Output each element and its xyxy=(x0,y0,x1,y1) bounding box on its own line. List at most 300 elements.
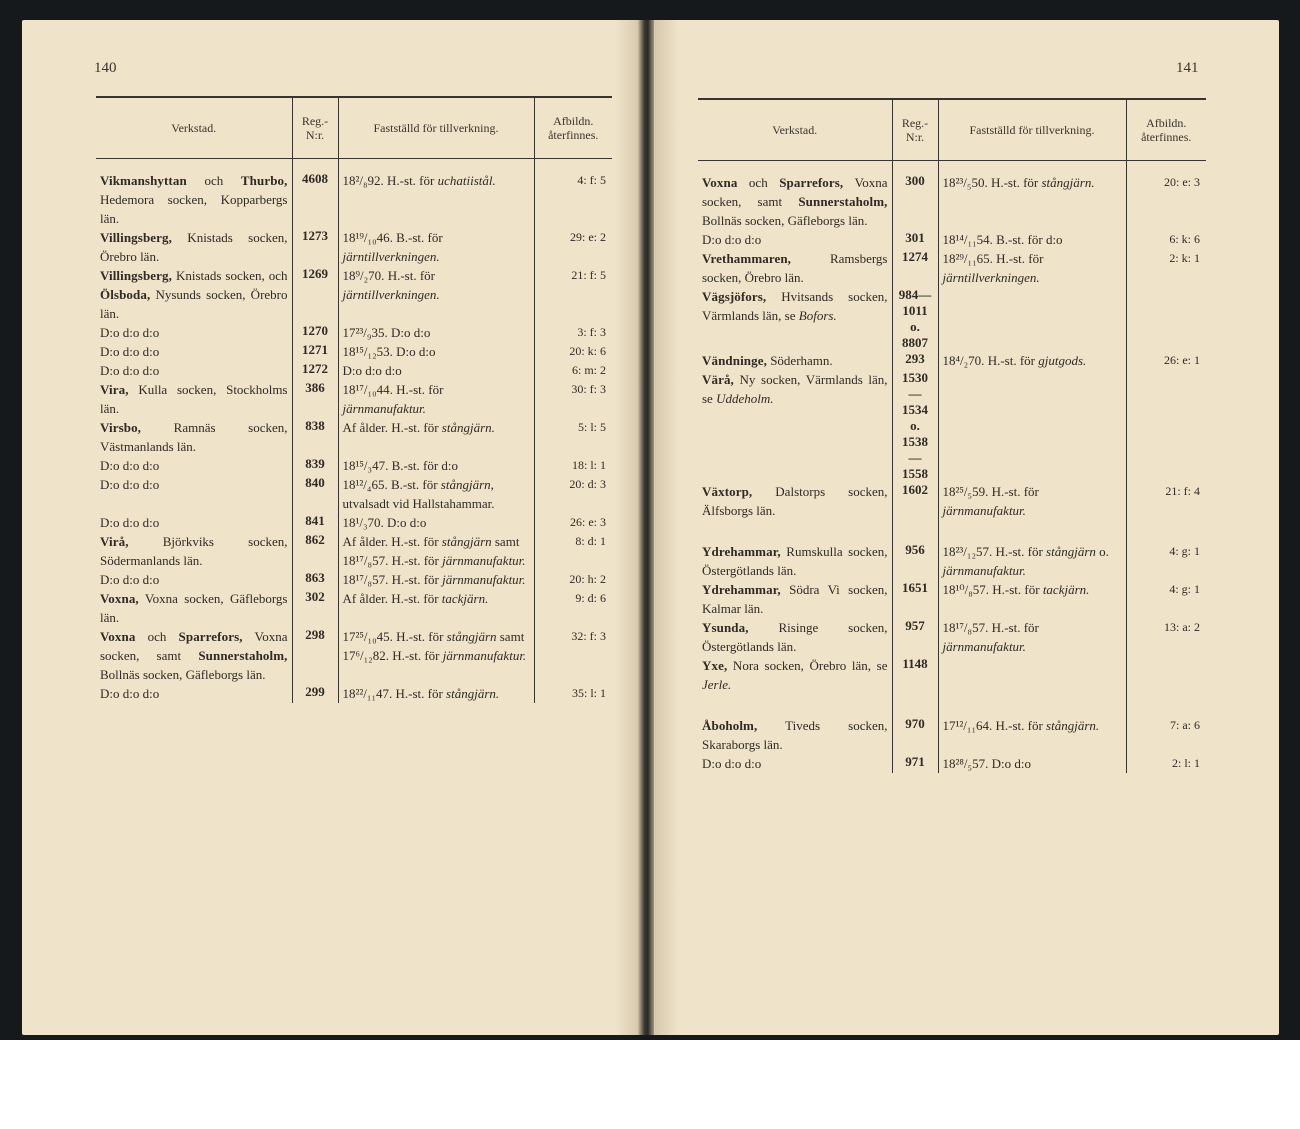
verkstad-cell xyxy=(698,716,892,754)
date-text: 18²/₈92. xyxy=(342,173,384,188)
faststalld-text: H.-st. för xyxy=(392,382,444,397)
faststalld-text: H.-st. för xyxy=(992,544,1047,559)
table-row xyxy=(698,370,1206,482)
afbildn-cell: 4: g: 1 xyxy=(1126,542,1206,580)
faststalld-text: H.-st. för xyxy=(388,553,443,568)
reg-number-cell: 302 xyxy=(292,589,338,627)
product-text: järntillverkningen. xyxy=(342,287,440,302)
reg-number-cell: 1148 xyxy=(892,656,938,694)
faststalld-text: H.-st. för xyxy=(988,484,1039,499)
date-text: 18¹⁷/₈57. xyxy=(342,572,389,587)
faststalld-text: D:o d:o d:o xyxy=(342,363,402,378)
reg-number-cell: 971 xyxy=(892,754,938,773)
date-text: 18²³/₁₂57. xyxy=(942,544,993,559)
faststalld-cell xyxy=(938,754,1126,773)
date-text: 18¹²/₄65. xyxy=(342,477,388,492)
verkstad-cell xyxy=(698,754,892,773)
faststalld-cell xyxy=(338,380,534,418)
reg-number-cell: 4608 xyxy=(292,159,338,229)
product-text: järnmanufaktur. xyxy=(442,553,526,568)
faststalld-text: Af ålder. H.-st. för xyxy=(342,420,442,435)
place-name-bold: Thurbo, xyxy=(240,173,288,188)
faststalld-text: H.-st. för xyxy=(987,175,1042,190)
date-text: 18¹⁹/₁₀46. xyxy=(342,230,393,245)
verkstad-cell xyxy=(96,456,292,475)
verkstad-cell xyxy=(698,542,892,580)
product-text: tackjärn. xyxy=(441,591,489,606)
table-row xyxy=(698,230,1206,249)
faststalld-cell xyxy=(338,159,534,229)
verkstad-cell xyxy=(698,370,892,482)
place-text: och xyxy=(186,173,241,188)
afbildn-cell: 20: h: 2 xyxy=(534,570,612,589)
afbildn-cell: 35: l: 1 xyxy=(534,684,612,703)
header-reg: Reg.-N:r. xyxy=(892,99,938,161)
faststalld-text: Af ålder. H.-st. för xyxy=(342,591,442,606)
afbildn-cell: 29: e: 2 xyxy=(534,228,612,266)
reg-number-cell: 957 xyxy=(892,618,938,656)
reg-number-cell: 970 xyxy=(892,716,938,754)
place-text: Dalstorps socken, Älfsborgs län. xyxy=(702,484,888,518)
header-faststalld: Fastställd för tillverkning. xyxy=(938,99,1126,161)
faststalld-cell xyxy=(338,684,534,703)
place-text: Voxna socken, samt xyxy=(702,175,888,209)
place-reference: Uddeholm. xyxy=(716,391,774,406)
faststalld-cell xyxy=(938,287,1126,351)
place-text: Knistads socken, Örebro län. xyxy=(100,230,288,264)
faststalld-text: H.-st. för xyxy=(989,582,1043,597)
faststalld-cell xyxy=(938,230,1126,249)
product-text: stångjärn xyxy=(1046,544,1096,559)
afbildn-cell: 2: k: 1 xyxy=(1126,249,1206,287)
verkstad-cell xyxy=(96,361,292,380)
reg-number-cell: 301 xyxy=(892,230,938,249)
place-text: Nysunds socken, Örebro län. xyxy=(100,287,288,321)
table-row xyxy=(698,754,1206,773)
product-text: järnmanufaktur. xyxy=(342,401,426,416)
afbildn-cell: 6: m: 2 xyxy=(534,361,612,380)
date-text: 18¹⁷/₈57. xyxy=(942,620,989,635)
verkstad-cell xyxy=(96,380,292,418)
header-verkstad: Verkstad. xyxy=(698,99,892,161)
table-row xyxy=(96,266,612,323)
faststalld-cell xyxy=(938,542,1126,580)
place-name-bold: Åboholm, xyxy=(702,718,758,733)
date-text: 17²³/₉35. xyxy=(342,325,388,340)
faststalld-cell xyxy=(938,580,1126,618)
reg-number-cell: 293 xyxy=(892,351,938,370)
verkstad-cell xyxy=(698,351,892,370)
afbildn-cell: 3: f: 3 xyxy=(534,323,612,342)
date-text: 18⁹/₂70. xyxy=(342,268,385,283)
place-name-bold: Ydrehammar, xyxy=(702,544,781,559)
afbildn-cell: 8: d: 1 xyxy=(534,532,612,570)
faststalld-cell xyxy=(938,618,1126,656)
faststalld-text: B.-st. för xyxy=(392,230,443,245)
place-text: Ramsbergs socken, Örebro län. xyxy=(702,251,888,285)
table-row xyxy=(698,482,1206,520)
faststalld-cell xyxy=(338,228,534,266)
product-text: gjutgods. xyxy=(1038,353,1087,368)
place-text: och xyxy=(135,629,179,644)
afbildn-cell xyxy=(1126,656,1206,694)
place-text: Söderhamn. xyxy=(766,353,833,368)
place-text: D:o d:o d:o xyxy=(100,325,160,340)
table-row xyxy=(96,323,612,342)
date-text: 18¹⁷/₁₀44. xyxy=(342,382,393,397)
place-text: D:o d:o d:o xyxy=(100,515,160,530)
afbildn-cell: 21: f: 5 xyxy=(534,266,612,323)
faststalld-text: samt xyxy=(491,534,520,549)
date-text: 18¹⁷/₈57. xyxy=(342,553,389,568)
faststalld-text: H.-st. för xyxy=(988,620,1039,635)
place-name-bold: Voxna, xyxy=(100,591,139,606)
reg-number-cell: 1651 xyxy=(892,580,938,618)
place-text: Ramnäs socken, Västmanlands län. xyxy=(100,420,288,454)
reg-number-cell: 841 xyxy=(292,513,338,532)
header-faststalld: Fastställd för tillverkning. xyxy=(338,97,534,159)
table-row xyxy=(96,475,612,513)
table-row xyxy=(698,287,1206,351)
place-name-bold: Växtorp, xyxy=(702,484,753,499)
verkstad-cell xyxy=(96,323,292,342)
reg-number-cell: 1269 xyxy=(292,266,338,323)
page-number: 140 xyxy=(94,60,117,76)
table-row xyxy=(96,627,612,684)
faststalld-cell xyxy=(938,351,1126,370)
product-text: järnmanufaktur. xyxy=(442,648,527,663)
faststalld-text: D:o d:o xyxy=(988,756,1031,771)
afbildn-cell xyxy=(1126,287,1206,351)
afbildn-cell: 26: e: 1 xyxy=(1126,351,1206,370)
product-text: uchatiistål. xyxy=(437,173,496,188)
afbildn-cell: 20: e: 3 xyxy=(1126,161,1206,231)
afbildn-cell: 6: k: 6 xyxy=(1126,230,1206,249)
place-name-bold: Värå, xyxy=(702,372,734,387)
place-name-bold: Vrethammaren, xyxy=(702,251,792,266)
table-row xyxy=(96,418,612,456)
date-text: 18²⁹/₁₁65. xyxy=(942,251,993,266)
faststalld-text: B.-st. för d:o xyxy=(992,232,1063,247)
page-number: 141 xyxy=(1176,60,1199,76)
afbildn-cell: 18: l: 1 xyxy=(534,456,612,475)
date-text: 18⁴/₂70. xyxy=(942,353,985,368)
table-row xyxy=(96,361,612,380)
place-text: Nora socken, Örebro län, se xyxy=(727,658,888,673)
afbildn-cell: 13: a: 2 xyxy=(1126,618,1206,656)
table-row xyxy=(698,249,1206,287)
table-row xyxy=(698,716,1206,754)
table-row xyxy=(698,656,1206,694)
date-text: 17¹²/₁₁64. xyxy=(942,718,993,733)
reg-number-cell: 1602 xyxy=(892,482,938,520)
afbildn-cell: 4: g: 1 xyxy=(1126,580,1206,618)
faststalld-cell xyxy=(938,249,1126,287)
verkstad-cell xyxy=(96,627,292,684)
table-row xyxy=(96,684,612,703)
row-spacer xyxy=(698,694,1206,716)
place-name-bold: Virsbo, xyxy=(100,420,142,435)
product-text: järnmanufaktur. xyxy=(942,563,1026,578)
table-row xyxy=(698,618,1206,656)
place-text: D:o d:o d:o xyxy=(100,458,160,473)
place-name-bold: Ydrehammar, xyxy=(702,582,781,597)
verkstad-cell xyxy=(698,287,892,351)
date-text: 18¹/₃70. xyxy=(342,515,384,530)
table-row xyxy=(96,532,612,570)
reg-number-cell: 300 xyxy=(892,161,938,231)
verkstad-cell xyxy=(96,418,292,456)
faststalld-text: B.-st. för xyxy=(387,477,441,492)
faststalld-text: H.-st. för xyxy=(384,268,435,283)
faststalld-text: H.-st. för xyxy=(992,718,1047,733)
reg-number-cell: 1530— 1534 o. 1538— 1558 xyxy=(892,370,938,482)
place-text: D:o d:o d:o xyxy=(702,756,762,771)
date-text: 18¹⁵/₁₂53. xyxy=(342,344,393,359)
afbildn-cell: 2: l: 1 xyxy=(1126,754,1206,773)
faststalld-text: H.-st. för xyxy=(388,648,443,663)
date-text: 18²³/₅50. xyxy=(942,175,988,190)
verkstad-cell xyxy=(96,570,292,589)
table-row xyxy=(96,228,612,266)
place-text: Rumskulla socken, Östergötlands län. xyxy=(702,544,888,578)
verkstad-cell xyxy=(96,342,292,361)
afbildn-cell: 26: e: 3 xyxy=(534,513,612,532)
place-text: D:o d:o d:o xyxy=(702,232,762,247)
faststalld-cell xyxy=(338,342,534,361)
faststalld-text: H.-st. för xyxy=(392,629,447,644)
verkstad-cell xyxy=(698,161,892,231)
place-name-bold: Vägsjöfors, xyxy=(702,289,767,304)
place-text: Knistads socken, och xyxy=(171,268,288,283)
date-text: 17²⁵/₁₀45. xyxy=(342,629,393,644)
table-row xyxy=(96,570,612,589)
afbildn-cell: 7: a: 6 xyxy=(1126,716,1206,754)
date-text: 17⁶/₁₂82. xyxy=(342,648,389,663)
reg-number-cell: 984— 1011 o. 8807 xyxy=(892,287,938,351)
reg-number-cell: 299 xyxy=(292,684,338,703)
product-text: stångjärn xyxy=(441,534,492,549)
verkstad-cell xyxy=(698,249,892,287)
faststalld-cell xyxy=(338,475,534,513)
date-text: 18¹⁵/₃47. xyxy=(342,458,389,473)
place-text: D:o d:o d:o xyxy=(100,344,160,359)
row-spacer xyxy=(698,520,1206,542)
right-register-table xyxy=(698,98,1206,773)
verkstad-cell xyxy=(96,513,292,532)
place-text: Voxna socken, samt xyxy=(100,629,288,663)
left-register-table xyxy=(96,96,612,703)
verkstad-cell xyxy=(96,228,292,266)
place-name-bold: Voxna xyxy=(100,629,136,644)
date-text: 18¹⁰/₈57. xyxy=(942,582,990,597)
verkstad-cell xyxy=(96,266,292,323)
faststalld-cell xyxy=(938,370,1126,482)
place-name-bold: Vändninge, xyxy=(702,353,767,368)
place-text: D:o d:o d:o xyxy=(100,572,160,587)
afbildn-cell: 20: d: 3 xyxy=(534,475,612,513)
place-text: Risinge socken, Östergötlands län. xyxy=(702,620,888,654)
table-row xyxy=(698,351,1206,370)
table-row xyxy=(96,456,612,475)
faststalld-text: o. xyxy=(1095,544,1109,559)
table-row xyxy=(698,161,1206,231)
faststalld-text: H.-st. för xyxy=(984,353,1039,368)
faststalld-text: H.-st. för xyxy=(388,572,443,587)
place-name-bold: Voxna xyxy=(702,175,738,190)
faststalld-cell xyxy=(338,266,534,323)
product-text: järnmanufaktur. xyxy=(942,639,1026,654)
faststalld-cell xyxy=(338,627,534,684)
place-text: Hedemora socken, Kopparbergs län. xyxy=(100,192,288,226)
faststalld-cell xyxy=(938,716,1126,754)
verkstad-cell xyxy=(96,475,292,513)
afbildn-cell: 21: f: 4 xyxy=(1126,482,1206,520)
faststalld-text: D:o d:o xyxy=(387,325,431,340)
faststalld-text: H.-st. för xyxy=(992,251,1044,266)
afbildn-cell: 4: f: 5 xyxy=(534,159,612,229)
header-reg: Reg.-N:r. xyxy=(292,97,338,159)
date-text: 18²²/₁₁47. xyxy=(342,686,393,701)
product-text: stångjärn. xyxy=(441,420,495,435)
reg-number-cell: 840 xyxy=(292,475,338,513)
date-text: 18²⁵/₅59. xyxy=(942,484,989,499)
verkstad-cell xyxy=(96,159,292,229)
place-name-bold: Vira, xyxy=(100,382,129,397)
header-afbildn: Afbildn. återfinnes. xyxy=(1126,99,1206,161)
date-text: 18²⁸/₅57. xyxy=(942,756,989,771)
verkstad-cell xyxy=(96,589,292,627)
faststalld-cell xyxy=(338,532,534,570)
faststalld-text: B.-st. för d:o xyxy=(388,458,459,473)
header-afbildn: Afbildn. återfinnes. xyxy=(534,97,612,159)
place-text: Tiveds socken, Skaraborgs län. xyxy=(702,718,888,752)
verkstad-cell xyxy=(96,532,292,570)
place-name-bold: Sparrefors, xyxy=(779,175,844,190)
afbildn-cell: 20: k: 6 xyxy=(534,342,612,361)
product-text: stångjärn, xyxy=(440,477,494,492)
place-text: D:o d:o d:o xyxy=(100,477,160,492)
faststalld-text: utvalsadt vid Hallstahammar. xyxy=(342,496,495,511)
product-text: stångjärn. xyxy=(1041,175,1095,190)
faststalld-cell xyxy=(938,656,1126,694)
reg-number-cell: 298 xyxy=(292,627,338,684)
place-reference: Bofors. xyxy=(798,308,837,323)
place-text: D:o d:o d:o xyxy=(100,363,160,378)
product-text: järntillverkningen. xyxy=(342,249,440,264)
reg-number-cell: 386 xyxy=(292,380,338,418)
faststalld-cell xyxy=(938,161,1126,231)
table-row xyxy=(96,159,612,229)
faststalld-cell xyxy=(338,456,534,475)
reg-number-cell: 863 xyxy=(292,570,338,589)
afbildn-cell: 5: l: 5 xyxy=(534,418,612,456)
place-name-bold: Virå, xyxy=(100,534,129,549)
reg-number-cell: 838 xyxy=(292,418,338,456)
place-text: Kulla socken, Stockholms län. xyxy=(100,382,288,416)
product-text: stångjärn. xyxy=(446,686,500,701)
faststalld-cell xyxy=(338,570,534,589)
place-text: Ny socken, Värmlands län, se xyxy=(702,372,888,406)
verkstad-cell xyxy=(96,684,292,703)
reg-number-cell: 1272 xyxy=(292,361,338,380)
table-row xyxy=(96,342,612,361)
faststalld-text: H.-st. för xyxy=(383,173,438,188)
verkstad-cell xyxy=(698,230,892,249)
faststalld-text: Af ålder. H.-st. för xyxy=(342,534,442,549)
place-name-bold: Sunnerstaholm, xyxy=(798,194,888,209)
place-text: D:o d:o d:o xyxy=(100,686,160,701)
faststalld-cell xyxy=(338,361,534,380)
place-text: Bollnäs socken, Gäfleborgs län. xyxy=(702,213,868,228)
place-name-bold: Vikmanshyttan xyxy=(100,173,187,188)
place-name-bold: Ölsboda, xyxy=(100,287,151,302)
faststalld-text: D:o d:o xyxy=(392,344,436,359)
place-reference: Jerle. xyxy=(702,677,732,692)
verkstad-cell xyxy=(698,656,892,694)
table-row xyxy=(96,589,612,627)
place-name-bold: Villingsberg, xyxy=(100,268,172,283)
place-name-bold: Ysunda, xyxy=(702,620,749,635)
place-name-bold: Yxe, xyxy=(702,658,728,673)
place-name-bold: Sparrefors, xyxy=(178,629,243,644)
place-text: Södra Vi socken, Kalmar län. xyxy=(702,582,888,616)
reg-number-cell: 1270 xyxy=(292,323,338,342)
place-text: och xyxy=(737,175,780,190)
product-text: järntillverkningen. xyxy=(942,270,1040,285)
faststalld-text: D:o d:o xyxy=(383,515,427,530)
afbildn-cell: 32: f: 3 xyxy=(534,627,612,684)
product-text: stångjärn xyxy=(446,629,497,644)
header-verkstad: Verkstad. xyxy=(96,97,292,159)
verkstad-cell xyxy=(698,482,892,520)
place-text: Hvitsands socken, Värmlands län, se xyxy=(702,289,888,323)
reg-number-cell: 862 xyxy=(292,532,338,570)
place-text: Voxna socken, Gäfleborgs län. xyxy=(100,591,288,625)
faststalld-cell xyxy=(938,482,1126,520)
faststalld-cell xyxy=(338,418,534,456)
faststalld-text: samt xyxy=(496,629,525,644)
table-row xyxy=(698,580,1206,618)
reg-number-cell: 1271 xyxy=(292,342,338,361)
product-text: stångjärn. xyxy=(1046,718,1100,733)
place-name-bold: Sunnerstaholm, xyxy=(198,648,288,663)
place-text: Bollnäs socken, Gäfleborgs län. xyxy=(100,667,266,682)
table-row xyxy=(96,513,612,532)
faststalld-cell xyxy=(338,513,534,532)
product-text: järnmanufaktur. xyxy=(942,503,1026,518)
product-text: järnmanufaktur. xyxy=(442,572,526,587)
reg-number-cell: 839 xyxy=(292,456,338,475)
faststalld-cell xyxy=(338,323,534,342)
afbildn-cell: 30: f: 3 xyxy=(534,380,612,418)
reg-number-cell: 1274 xyxy=(892,249,938,287)
place-name-bold: Villingsberg, xyxy=(100,230,172,245)
afbildn-cell xyxy=(1126,370,1206,482)
reg-number-cell: 1273 xyxy=(292,228,338,266)
date-text: 18¹⁴/₁₁54. xyxy=(942,232,993,247)
faststalld-text: H.-st. för xyxy=(392,686,447,701)
faststalld-cell xyxy=(338,589,534,627)
table-row xyxy=(698,542,1206,580)
table-row xyxy=(96,380,612,418)
afbildn-cell: 9: d: 6 xyxy=(534,589,612,627)
place-text: Björkviks socken, Södermanlands län. xyxy=(100,534,288,568)
reg-number-cell: 956 xyxy=(892,542,938,580)
verkstad-cell xyxy=(698,618,892,656)
product-text: tackjärn. xyxy=(1042,582,1090,597)
verkstad-cell xyxy=(698,580,892,618)
